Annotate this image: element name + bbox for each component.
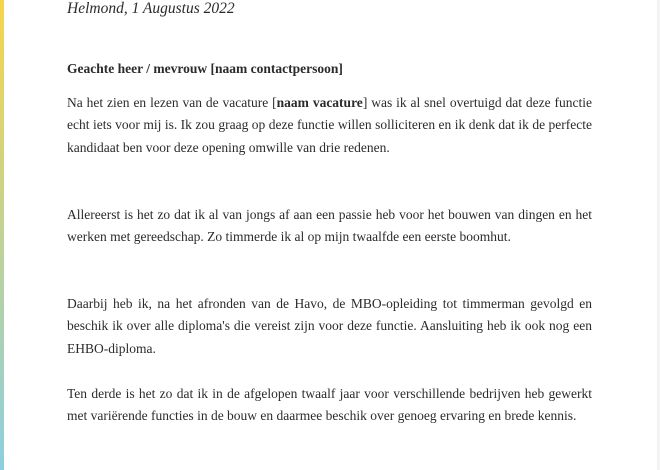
place-date-line: Helmond, 1 Augustus 2022 bbox=[67, 0, 235, 17]
left-edge-accent bbox=[0, 0, 4, 470]
paragraph-education: Daarbij heb ik, na het afronden van de Havo, de MBO-opleiding tot timmerman gevolgd en beschik ik over alle diploma's die vereist zijn voor deze functie. Aansluiting heb ik ook nog een EHBO-diploma. bbox=[67, 296, 592, 356]
paragraph-intro-text-end: ] was ik al snel overtuigd dat deze functie echt iets voor mij is. Ik zou graag op deze functie willen solliciteren en ik denk dat ik de perfecte kandidaat ben voor deze opening omwille van drie redenen. bbox=[67, 95, 592, 155]
paragraph-experience: Ten derde is het zo dat ik in de afgelopen twaalf jaar voor verschillende bedrijven heb gewerkt met variërende functies in de bouw en daarmee beschik over genoeg ervaring en brede kennis. bbox=[67, 386, 592, 424]
paragraph-passion: Allereerst is het zo dat ik al van jongs af aan een passie heb voor het bouwen van dingen en het werken met gereedschap. Zo timmerde ik al op mijn twaalfde een eerste boomhut. bbox=[67, 207, 592, 245]
vacancy-name-placeholder: naam vacature bbox=[276, 95, 363, 110]
paragraph-intro-text-start: Na het zien en lezen van de vacature [ bbox=[67, 95, 277, 110]
salutation: Geachte heer / mevrouw [naam contactpersoon] bbox=[67, 61, 343, 76]
paragraph-intro bbox=[67, 92, 592, 159]
